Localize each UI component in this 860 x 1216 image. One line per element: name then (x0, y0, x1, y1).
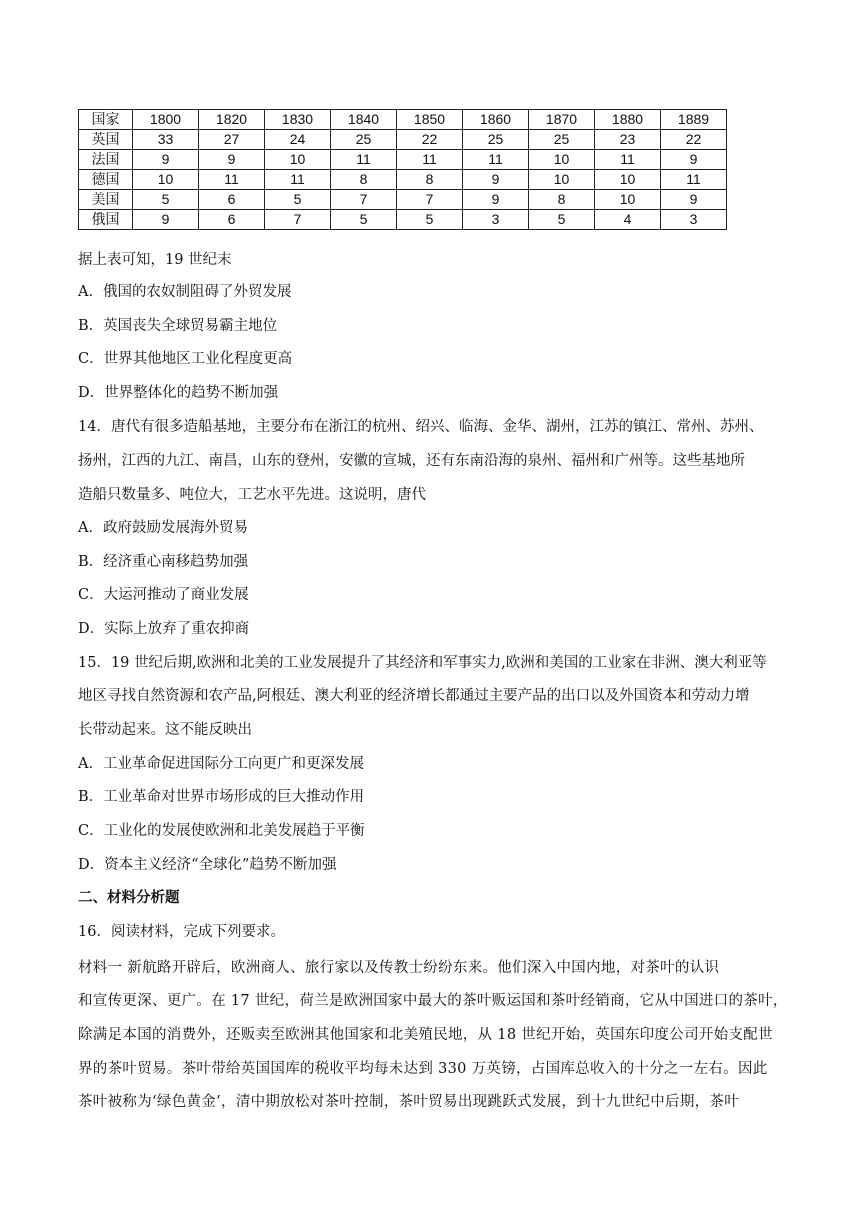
q14-stem-line: 14．唐代有很多造船基地，主要分布在浙江的杭州、绍兴、临海、金华、湖州，江苏的镇江、常州、苏州、 (78, 419, 764, 435)
material-line: 和宣传更深、更广。在 17 世纪，荷兰是欧洲国家中最大的茶叶贩运国和茶叶经销商，它从中国进口的茶叶， (78, 993, 788, 1009)
value-cell: 10 (265, 150, 331, 170)
value-cell: 3 (661, 210, 727, 230)
value-cell: 23 (595, 130, 661, 150)
q14-option-a: A．政府鼓励发展海外贸易 (78, 520, 248, 536)
trade-share-table (78, 109, 727, 230)
value-cell: 11 (199, 170, 265, 190)
material-line: 界的茶叶贸易。茶叶带给英国国库的税收平均每未达到 330 万英镑，占国库总收入的十分之一左右。因此 (78, 1061, 768, 1077)
value-cell: 33 (133, 130, 199, 150)
table-row (79, 130, 727, 150)
q13-option-b: B．英国丧失全球贸易霸主地位 (78, 318, 278, 334)
material-line: 除满足本国的消费外，还贩卖至欧洲其他国家和北美殖民地，从 18 世纪开始，英国东印度公司开始支配世 (78, 1027, 773, 1043)
q13-stem: 据上表可知，19 世纪末 (78, 252, 232, 268)
value-cell: 22 (661, 130, 727, 150)
value-cell: 22 (397, 130, 463, 150)
material-line: 材料一 新航路开辟后，欧洲商人、旅行家以及传教士纷纷东来。他们深入中国内地，对茶叶的认识 (78, 960, 720, 976)
value-cell: 11 (331, 150, 397, 170)
q13-option-d: D．世界整体化的趋势不断加强 (78, 385, 279, 401)
year-header-cell: 1800 (133, 110, 199, 130)
year-header-cell: 1880 (595, 110, 661, 130)
table-row (79, 170, 727, 190)
value-cell: 5 (529, 210, 595, 230)
value-cell: 8 (397, 170, 463, 190)
q14-option-d: D．实际上放弃了重农抑商 (78, 621, 250, 637)
q15-option-c: C．工业化的发展使欧洲和北美发展趋于平衡 (78, 823, 365, 839)
value-cell: 5 (331, 210, 397, 230)
section-title: 二、材料分析题 (78, 889, 180, 906)
q15-stem-line: 地区寻找自然资源和农产品,阿根廷、澳大利亚的经济增长都通过主要产品的出口以及外国资本和劳动力增 (78, 688, 750, 704)
table-row (79, 210, 727, 230)
year-header-cell: 1850 (397, 110, 463, 130)
country-cell: 法国 (79, 150, 133, 170)
value-cell: 9 (133, 210, 199, 230)
value-cell: 6 (199, 190, 265, 210)
table-header-cell: 国家 (79, 110, 133, 130)
country-cell: 俄国 (79, 210, 133, 230)
q14-option-c: C．大运河推动了商业发展 (78, 587, 249, 603)
value-cell: 11 (595, 150, 661, 170)
value-cell: 24 (265, 130, 331, 150)
value-cell: 5 (265, 190, 331, 210)
value-cell: 10 (133, 170, 199, 190)
value-cell: 5 (133, 190, 199, 210)
q15-option-a: A．工业革命促进国际分工向更广和更深发展 (78, 756, 364, 772)
q15-option-d: D．资本主义经济“全球化”趋势不断加强 (78, 857, 337, 873)
value-cell: 7 (331, 190, 397, 210)
q15-stem-line: 长带动起来。这不能反映出 (78, 722, 252, 738)
year-header-cell: 1870 (529, 110, 595, 130)
year-header-cell: 1860 (463, 110, 529, 130)
table-row (79, 150, 727, 170)
year-header-cell: 1820 (199, 110, 265, 130)
value-cell: 9 (199, 150, 265, 170)
value-cell: 9 (133, 150, 199, 170)
year-header-cell: 1889 (661, 110, 727, 130)
value-cell: 9 (661, 150, 727, 170)
value-cell: 10 (595, 170, 661, 190)
country-cell: 美国 (79, 190, 133, 210)
value-cell: 11 (661, 170, 727, 190)
q13-option-a: A．俄国的农奴制阻碍了外贸发展 (78, 284, 292, 300)
q16-stem: 16．阅读材料，完成下列要求。 (78, 924, 285, 940)
value-cell: 8 (529, 190, 595, 210)
material-line: 茶叶被称为‘绿色黄金’，清中期放松对茶叶控制，茶叶贸易出现跳跃式发展，到十九世纪中后期，茶叶 (78, 1094, 740, 1110)
value-cell: 11 (463, 150, 529, 170)
q14-option-b: B．经济重心南移趋势加强 (78, 554, 249, 570)
q14-stem-line: 造船只数量多、吨位大，工艺水平先进。这说明，唐代 (78, 487, 426, 503)
value-cell: 6 (199, 210, 265, 230)
value-cell: 25 (331, 130, 397, 150)
value-cell: 4 (595, 210, 661, 230)
country-cell: 德国 (79, 170, 133, 190)
value-cell: 11 (265, 170, 331, 190)
q15-option-b: B．工业革命对世界市场形成的巨大推动作用 (78, 789, 365, 805)
value-cell: 3 (463, 210, 529, 230)
country-cell: 英国 (79, 130, 133, 150)
q14-stem-line: 扬州，江西的九江、南昌，山东的登州，安徽的宣城，还有东南沿海的泉州、福州和广州等。这些基地所 (78, 453, 745, 469)
value-cell: 10 (595, 190, 661, 210)
year-header-cell: 1840 (331, 110, 397, 130)
q13-option-c: C．世界其他地区工业化程度更高 (78, 351, 293, 367)
q15-stem-line: 15．19 世纪后期,欧洲和北美的工业发展提升了其经济和军事实力,欧洲和美国的工业家在非洲、澳大利亚等 (78, 655, 767, 671)
value-cell: 11 (397, 150, 463, 170)
table-header-row (79, 110, 727, 130)
value-cell: 10 (529, 170, 595, 190)
value-cell: 10 (529, 150, 595, 170)
value-cell: 25 (463, 130, 529, 150)
value-cell: 9 (661, 190, 727, 210)
table-row (79, 190, 727, 210)
value-cell: 7 (397, 190, 463, 210)
year-header-cell: 1830 (265, 110, 331, 130)
value-cell: 7 (265, 210, 331, 230)
value-cell: 27 (199, 130, 265, 150)
value-cell: 25 (529, 130, 595, 150)
value-cell: 9 (463, 190, 529, 210)
value-cell: 8 (331, 170, 397, 190)
value-cell: 5 (397, 210, 463, 230)
value-cell: 9 (463, 170, 529, 190)
